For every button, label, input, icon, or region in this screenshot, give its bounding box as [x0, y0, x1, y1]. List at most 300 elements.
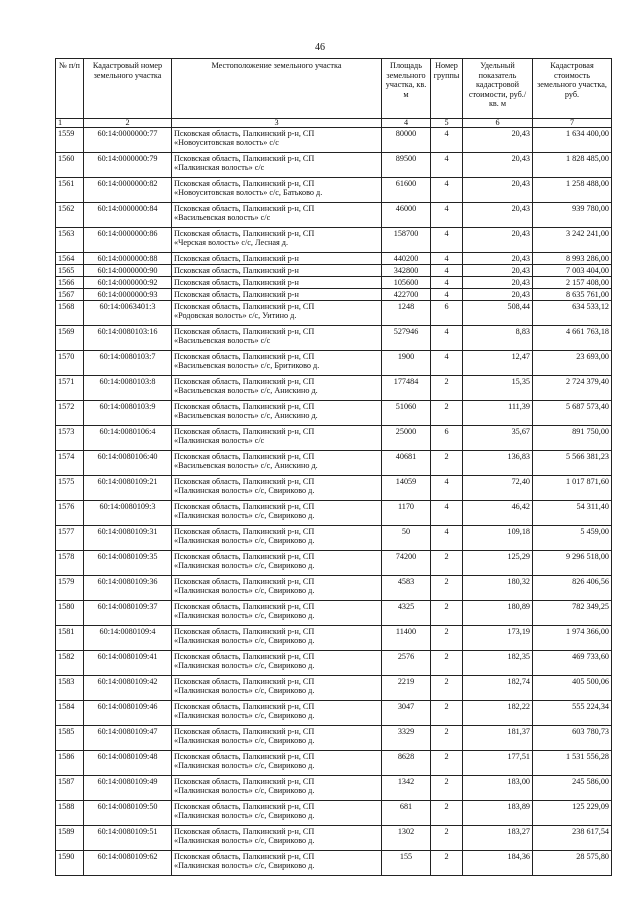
cadastral-number-cell: 60:14:0080109:36	[84, 576, 172, 601]
unit-rate-cell: 20,43	[463, 153, 533, 178]
group-cell: 4	[431, 351, 463, 376]
table-row	[56, 826, 612, 851]
table-row	[56, 265, 612, 277]
cadastral-cost-cell: 54 311,40	[533, 501, 612, 526]
group-cell: 2	[431, 376, 463, 401]
header-row-number: № п/п	[56, 59, 84, 119]
area-cell: 1248	[382, 301, 431, 326]
location-line: «Палкинская волость» с/с, Свириково д.	[174, 511, 315, 520]
group-cell: 4	[431, 476, 463, 501]
unit-rate-cell: 20,43	[463, 128, 533, 153]
cadastral-number-cell: 60:14:0080109:37	[84, 601, 172, 626]
location-line: Псковская область, Палкинский р-н, СП	[174, 154, 315, 163]
cadastral-cost-cell: 891 750,00	[533, 426, 612, 451]
table-row	[56, 851, 612, 876]
area-cell: 158700	[382, 228, 431, 253]
cadastral-cost-cell: 4 661 763,18	[533, 326, 612, 351]
row-number-cell: 1575	[56, 476, 84, 501]
row-number-cell: 1567	[56, 289, 84, 301]
unit-rate-cell: 177,51	[463, 751, 533, 776]
row-number-cell: 1586	[56, 751, 84, 776]
row-number-cell: 1569	[56, 326, 84, 351]
unit-rate-cell: 46,42	[463, 501, 533, 526]
table-row	[56, 301, 612, 326]
location-cell	[172, 476, 382, 501]
unit-rate-cell: 12,47	[463, 351, 533, 376]
cadastral-number-cell: 60:14:0000000:77	[84, 128, 172, 153]
group-cell: 4	[431, 265, 463, 277]
header-unit-rate: Удельный показатель кадастровой стоимости, руб./кв. м	[463, 59, 533, 119]
area-cell: 681	[382, 801, 431, 826]
cadastral-cost-cell: 2 724 379,40	[533, 376, 612, 401]
row-number-cell: 1572	[56, 401, 84, 426]
location-cell	[172, 851, 382, 876]
cadastral-number-cell: 60:14:0000000:93	[84, 289, 172, 301]
cadastral-number-cell: 60:14:0080106:40	[84, 451, 172, 476]
table-row	[56, 203, 612, 228]
group-cell: 2	[431, 726, 463, 751]
unit-rate-cell: 20,43	[463, 253, 533, 265]
location-cell	[172, 153, 382, 178]
header-cadastral-cost: Кадастровая стоимость земельного участка, руб.	[533, 59, 612, 119]
cadastral-number-cell: 60:14:0080109:42	[84, 676, 172, 701]
unit-rate-cell: 20,43	[463, 228, 533, 253]
table-row	[56, 289, 612, 301]
location-cell	[172, 289, 382, 301]
unit-rate-cell: 35,67	[463, 426, 533, 451]
cadastral-cost-cell: 245 586,00	[533, 776, 612, 801]
row-number-cell: 1577	[56, 526, 84, 551]
cadastral-cost-cell: 634 533,12	[533, 301, 612, 326]
column-index: 3	[172, 119, 382, 128]
location-line: Псковская область, Палкинский р-н, СП	[174, 352, 315, 361]
location-line: Псковская область, Палкинский р-н, СП	[174, 179, 315, 188]
row-number-cell: 1583	[56, 676, 84, 701]
cadastral-cost-cell: 1 531 556,28	[533, 751, 612, 776]
row-number-cell: 1563	[56, 228, 84, 253]
cadastral-number-cell: 60:14:0080109:4	[84, 626, 172, 651]
unit-rate-cell: 20,43	[463, 203, 533, 228]
location-line: «Палкинская волость» с/с, Свириково д.	[174, 661, 315, 670]
area-cell: 11400	[382, 626, 431, 651]
cadastral-cost-cell: 238 617,54	[533, 826, 612, 851]
area-cell: 74200	[382, 551, 431, 576]
cadastral-number-cell: 60:14:0000000:92	[84, 277, 172, 289]
cadastral-number-cell: 60:14:0080109:62	[84, 851, 172, 876]
unit-rate-cell: 180,32	[463, 576, 533, 601]
location-line: Псковская область, Палкинский р-н	[174, 278, 299, 287]
header-area: Площадь земельного участка, кв. м	[382, 59, 431, 119]
location-cell	[172, 203, 382, 228]
area-cell: 89500	[382, 153, 431, 178]
location-line: Псковская область, Палкинский р-н, СП	[174, 452, 315, 461]
location-cell	[172, 301, 382, 326]
row-number-cell: 1574	[56, 451, 84, 476]
location-cell	[172, 701, 382, 726]
location-line: Псковская область, Палкинский р-н, СП	[174, 302, 315, 311]
location-line: «Васильевская волость» с/с, Бритиково д.	[174, 361, 320, 370]
area-cell: 1302	[382, 826, 431, 851]
unit-rate-cell: 182,22	[463, 701, 533, 726]
location-line: Псковская область, Палкинский р-н, СП	[174, 552, 315, 561]
group-cell: 6	[431, 301, 463, 326]
row-number-cell: 1585	[56, 726, 84, 751]
row-number-cell: 1573	[56, 426, 84, 451]
group-cell: 2	[431, 751, 463, 776]
page-number: 46	[315, 42, 325, 53]
row-number-cell: 1589	[56, 826, 84, 851]
group-cell: 2	[431, 576, 463, 601]
location-cell	[172, 626, 382, 651]
group-cell: 6	[431, 426, 463, 451]
area-cell: 2219	[382, 676, 431, 701]
area-cell: 4583	[382, 576, 431, 601]
location-line: «Родовская волость» с/с, Уитино д.	[174, 311, 297, 320]
area-cell: 50	[382, 526, 431, 551]
cadastral-cost-cell: 5 566 381,23	[533, 451, 612, 476]
location-line: Псковская область, Палкинский р-н, СП	[174, 852, 315, 861]
row-number-cell: 1582	[56, 651, 84, 676]
group-cell: 4	[431, 253, 463, 265]
area-cell: 3329	[382, 726, 431, 751]
location-line: Псковская область, Палкинский р-н, СП	[174, 752, 315, 761]
area-cell: 155	[382, 851, 431, 876]
row-number-cell: 1571	[56, 376, 84, 401]
location-line: «Палкинская волость» с/с, Свириково д.	[174, 586, 315, 595]
location-line: Псковская область, Палкинский р-н, СП	[174, 129, 315, 138]
table-row	[56, 351, 612, 376]
location-line: «Васильевская волость» с/с	[174, 336, 271, 345]
location-line: Псковская область, Палкинский р-н, СП	[174, 377, 315, 386]
group-cell: 4	[431, 178, 463, 203]
cadastral-cost-cell: 1 974 366,00	[533, 626, 612, 651]
unit-rate-cell: 183,89	[463, 801, 533, 826]
unit-rate-cell: 183,00	[463, 776, 533, 801]
unit-rate-cell: 8,83	[463, 326, 533, 351]
area-cell: 4325	[382, 601, 431, 626]
group-cell: 2	[431, 651, 463, 676]
column-index: 4	[382, 119, 431, 128]
table-row	[56, 451, 612, 476]
location-cell	[172, 253, 382, 265]
location-line: Псковская область, Палкинский р-н	[174, 254, 299, 263]
cadastral-cost-cell: 9 296 518,00	[533, 551, 612, 576]
group-cell: 4	[431, 203, 463, 228]
cadastral-number-cell: 60:14:0080103:7	[84, 351, 172, 376]
table-row	[56, 576, 612, 601]
area-cell: 2576	[382, 651, 431, 676]
unit-rate-cell: 20,43	[463, 265, 533, 277]
location-line: Псковская область, Палкинский р-н, СП	[174, 327, 315, 336]
cadastral-table	[55, 58, 612, 876]
location-line: Псковская область, Палкинский р-н, СП	[174, 527, 315, 536]
location-cell	[172, 726, 382, 751]
table-row	[56, 178, 612, 203]
table-row	[56, 501, 612, 526]
group-cell: 2	[431, 626, 463, 651]
location-line: Псковская область, Палкинский р-н, СП	[174, 427, 315, 436]
location-cell	[172, 651, 382, 676]
unit-rate-cell: 182,35	[463, 651, 533, 676]
cadastral-number-cell: 60:14:0080109:50	[84, 801, 172, 826]
unit-rate-cell: 20,43	[463, 178, 533, 203]
location-line: «Васильевская волость» с/с, Анискино д.	[174, 411, 318, 420]
location-line: Псковская область, Палкинский р-н, СП	[174, 702, 315, 711]
location-line: «Палкинская волость» с/с, Свириково д.	[174, 786, 315, 795]
table-row	[56, 726, 612, 751]
group-cell: 2	[431, 801, 463, 826]
cadastral-number-cell: 60:14:0080109:46	[84, 701, 172, 726]
row-number-cell: 1566	[56, 277, 84, 289]
unit-rate-cell: 184,36	[463, 851, 533, 876]
group-cell: 4	[431, 289, 463, 301]
unit-rate-cell: 20,43	[463, 277, 533, 289]
unit-rate-cell: 508,44	[463, 301, 533, 326]
location-line: Псковская область, Палкинский р-н, СП	[174, 577, 315, 586]
table-row	[56, 751, 612, 776]
location-line: «Палкинская волость» с/с, Свириково д.	[174, 836, 315, 845]
unit-rate-cell: 72,40	[463, 476, 533, 501]
location-line: «Палкинская волость» с/с	[174, 163, 265, 172]
cadastral-number-cell: 60:14:0080109:31	[84, 526, 172, 551]
unit-rate-cell: 15,35	[463, 376, 533, 401]
cadastral-cost-cell: 1 258 488,00	[533, 178, 612, 203]
row-number-cell: 1581	[56, 626, 84, 651]
table-row	[56, 601, 612, 626]
group-cell: 4	[431, 228, 463, 253]
table-header-row	[56, 59, 612, 119]
unit-rate-cell: 181,37	[463, 726, 533, 751]
location-line: «Палкинская волость» с/с, Свириково д.	[174, 811, 315, 820]
location-line: Псковская область, Палкинский р-н, СП	[174, 602, 315, 611]
group-cell: 2	[431, 551, 463, 576]
location-line: Псковская область, Палкинский р-н, СП	[174, 402, 315, 411]
cadastral-number-cell: 60:14:0080109:47	[84, 726, 172, 751]
cadastral-cost-cell: 555 224,34	[533, 701, 612, 726]
location-line: «Васильевская волость» с/с, Анискино д.	[174, 386, 318, 395]
row-number-cell: 1562	[56, 203, 84, 228]
cadastral-number-cell: 60:14:0000000:82	[84, 178, 172, 203]
location-line: «Палкинская волость» с/с, Свириково д.	[174, 536, 315, 545]
cadastral-cost-cell: 3 242 241,00	[533, 228, 612, 253]
area-cell: 40681	[382, 451, 431, 476]
location-line: Псковская область, Палкинский р-н, СП	[174, 627, 315, 636]
location-line: «Палкинская волость» с/с, Свириково д.	[174, 636, 315, 645]
location-line: «Васильевская волость» с/с	[174, 213, 271, 222]
cadastral-cost-cell: 469 733,60	[533, 651, 612, 676]
location-cell	[172, 751, 382, 776]
group-cell: 2	[431, 401, 463, 426]
location-cell	[172, 576, 382, 601]
area-cell: 25000	[382, 426, 431, 451]
unit-rate-cell: 136,83	[463, 451, 533, 476]
area-cell: 14059	[382, 476, 431, 501]
location-line: «Палкинская волость» с/с, Свириково д.	[174, 611, 315, 620]
location-cell	[172, 451, 382, 476]
table-row	[56, 253, 612, 265]
location-line: Псковская область, Палкинский р-н, СП	[174, 677, 315, 686]
cadastral-number-cell: 60:14:0080109:21	[84, 476, 172, 501]
location-cell	[172, 128, 382, 153]
location-line: Псковская область, Палкинский р-н, СП	[174, 727, 315, 736]
unit-rate-cell: 183,27	[463, 826, 533, 851]
group-cell: 4	[431, 326, 463, 351]
location-cell	[172, 601, 382, 626]
table-row	[56, 626, 612, 651]
table-row	[56, 801, 612, 826]
cadastral-cost-cell: 8 993 286,00	[533, 253, 612, 265]
cadastral-number-cell: 60:14:0080103:9	[84, 401, 172, 426]
row-number-cell: 1565	[56, 265, 84, 277]
cadastral-number-cell: 60:14:0080103:8	[84, 376, 172, 401]
row-number-cell: 1576	[56, 501, 84, 526]
location-line: Псковская область, Палкинский р-н, СП	[174, 502, 315, 511]
area-cell: 527946	[382, 326, 431, 351]
area-cell: 61600	[382, 178, 431, 203]
area-cell: 8628	[382, 751, 431, 776]
header-group: Номер группы	[431, 59, 463, 119]
cadastral-cost-cell: 23 693,00	[533, 351, 612, 376]
area-cell: 1342	[382, 776, 431, 801]
location-line: Псковская область, Палкинский р-н	[174, 266, 299, 275]
location-line: Псковская область, Палкинский р-н, СП	[174, 652, 315, 661]
location-cell	[172, 801, 382, 826]
cadastral-cost-cell: 826 406,56	[533, 576, 612, 601]
unit-rate-cell: 173,19	[463, 626, 533, 651]
row-number-cell: 1590	[56, 851, 84, 876]
location-line: Псковская область, Палкинский р-н, СП	[174, 229, 315, 238]
group-cell: 2	[431, 776, 463, 801]
row-number-cell: 1561	[56, 178, 84, 203]
cadastral-cost-cell: 5 687 573,40	[533, 401, 612, 426]
cadastral-number-cell: 60:14:0000000:86	[84, 228, 172, 253]
cadastral-cost-cell: 28 575,80	[533, 851, 612, 876]
location-line: «Васильевская волость» с/с, Анискино д.	[174, 461, 318, 470]
unit-rate-cell: 20,43	[463, 289, 533, 301]
location-cell	[172, 551, 382, 576]
cadastral-cost-cell: 603 780,73	[533, 726, 612, 751]
location-cell	[172, 351, 382, 376]
cadastral-number-cell: 60:14:0063401:3	[84, 301, 172, 326]
unit-rate-cell: 180,89	[463, 601, 533, 626]
unit-rate-cell: 125,29	[463, 551, 533, 576]
row-number-cell: 1570	[56, 351, 84, 376]
cadastral-number-cell: 60:14:0080109:41	[84, 651, 172, 676]
row-number-cell: 1587	[56, 776, 84, 801]
cadastral-number-cell: 60:14:0000000:84	[84, 203, 172, 228]
area-cell: 440200	[382, 253, 431, 265]
group-cell: 4	[431, 501, 463, 526]
location-line: «Палкинская волость» с/с, Свириково д.	[174, 711, 315, 720]
cadastral-cost-cell: 1 017 871,60	[533, 476, 612, 501]
location-cell	[172, 326, 382, 351]
header-cadastral-number: Кадастровый номер земельного участка	[84, 59, 172, 119]
location-cell	[172, 426, 382, 451]
location-line: «Палкинская волость» с/с, Свириково д.	[174, 861, 315, 870]
table-row	[56, 676, 612, 701]
area-cell: 51060	[382, 401, 431, 426]
location-line: Псковская область, Палкинский р-н	[174, 290, 299, 299]
area-cell: 1170	[382, 501, 431, 526]
table-row	[56, 376, 612, 401]
header-location: Местоположение земельного участка	[172, 59, 382, 119]
group-cell: 2	[431, 601, 463, 626]
cadastral-number-cell: 60:14:0000000:90	[84, 265, 172, 277]
area-cell: 422700	[382, 289, 431, 301]
column-index-row	[56, 119, 612, 128]
cadastral-cost-cell: 782 349,25	[533, 601, 612, 626]
group-cell: 2	[431, 676, 463, 701]
table-row	[56, 228, 612, 253]
location-cell	[172, 265, 382, 277]
location-line: «Новоуситовская волость» с/с	[174, 138, 279, 147]
cadastral-number-cell: 60:14:0000000:88	[84, 253, 172, 265]
location-line: «Палкинская волость» с/с, Свириково д.	[174, 486, 315, 495]
table-row	[56, 551, 612, 576]
column-index: 5	[431, 119, 463, 128]
location-cell	[172, 376, 382, 401]
column-index: 2	[84, 119, 172, 128]
table-row	[56, 701, 612, 726]
column-index: 7	[533, 119, 612, 128]
table-row	[56, 526, 612, 551]
location-line: Псковская область, Палкинский р-н, СП	[174, 827, 315, 836]
area-cell: 105600	[382, 277, 431, 289]
area-cell: 80000	[382, 128, 431, 153]
table-row	[56, 776, 612, 801]
row-number-cell: 1564	[56, 253, 84, 265]
location-line: «Палкинская волость» с/с, Свириково д.	[174, 736, 315, 745]
cadastral-cost-cell: 1 828 485,00	[533, 153, 612, 178]
area-cell: 177484	[382, 376, 431, 401]
cadastral-number-cell: 60:14:0080109:35	[84, 551, 172, 576]
location-line: Псковская область, Палкинский р-н, СП	[174, 477, 315, 486]
location-cell	[172, 501, 382, 526]
cadastral-number-cell: 60:14:0080109:51	[84, 826, 172, 851]
row-number-cell: 1584	[56, 701, 84, 726]
cadastral-number-cell: 60:14:0080109:48	[84, 751, 172, 776]
location-cell	[172, 526, 382, 551]
cadastral-cost-cell: 405 500,06	[533, 676, 612, 701]
cadastral-cost-cell: 1 634 400,00	[533, 128, 612, 153]
table-row	[56, 476, 612, 501]
group-cell: 4	[431, 277, 463, 289]
area-cell: 46000	[382, 203, 431, 228]
row-number-cell: 1578	[56, 551, 84, 576]
location-line: «Палкинская волость» с/с, Свириково д.	[174, 561, 315, 570]
cadastral-cost-cell: 2 157 408,00	[533, 277, 612, 289]
cadastral-number-cell: 60:14:0080109:3	[84, 501, 172, 526]
table-row	[56, 153, 612, 178]
table-row	[56, 401, 612, 426]
row-number-cell: 1560	[56, 153, 84, 178]
table-row	[56, 128, 612, 153]
unit-rate-cell: 109,18	[463, 526, 533, 551]
table-body	[56, 128, 612, 876]
group-cell: 2	[431, 826, 463, 851]
table-row	[56, 651, 612, 676]
location-cell	[172, 776, 382, 801]
location-cell	[172, 676, 382, 701]
group-cell: 4	[431, 128, 463, 153]
table-row	[56, 277, 612, 289]
column-index: 1	[56, 119, 84, 128]
unit-rate-cell: 111,39	[463, 401, 533, 426]
location-cell	[172, 277, 382, 289]
row-number-cell: 1588	[56, 801, 84, 826]
unit-rate-cell: 182,74	[463, 676, 533, 701]
cadastral-number-cell: 60:14:0000000:79	[84, 153, 172, 178]
